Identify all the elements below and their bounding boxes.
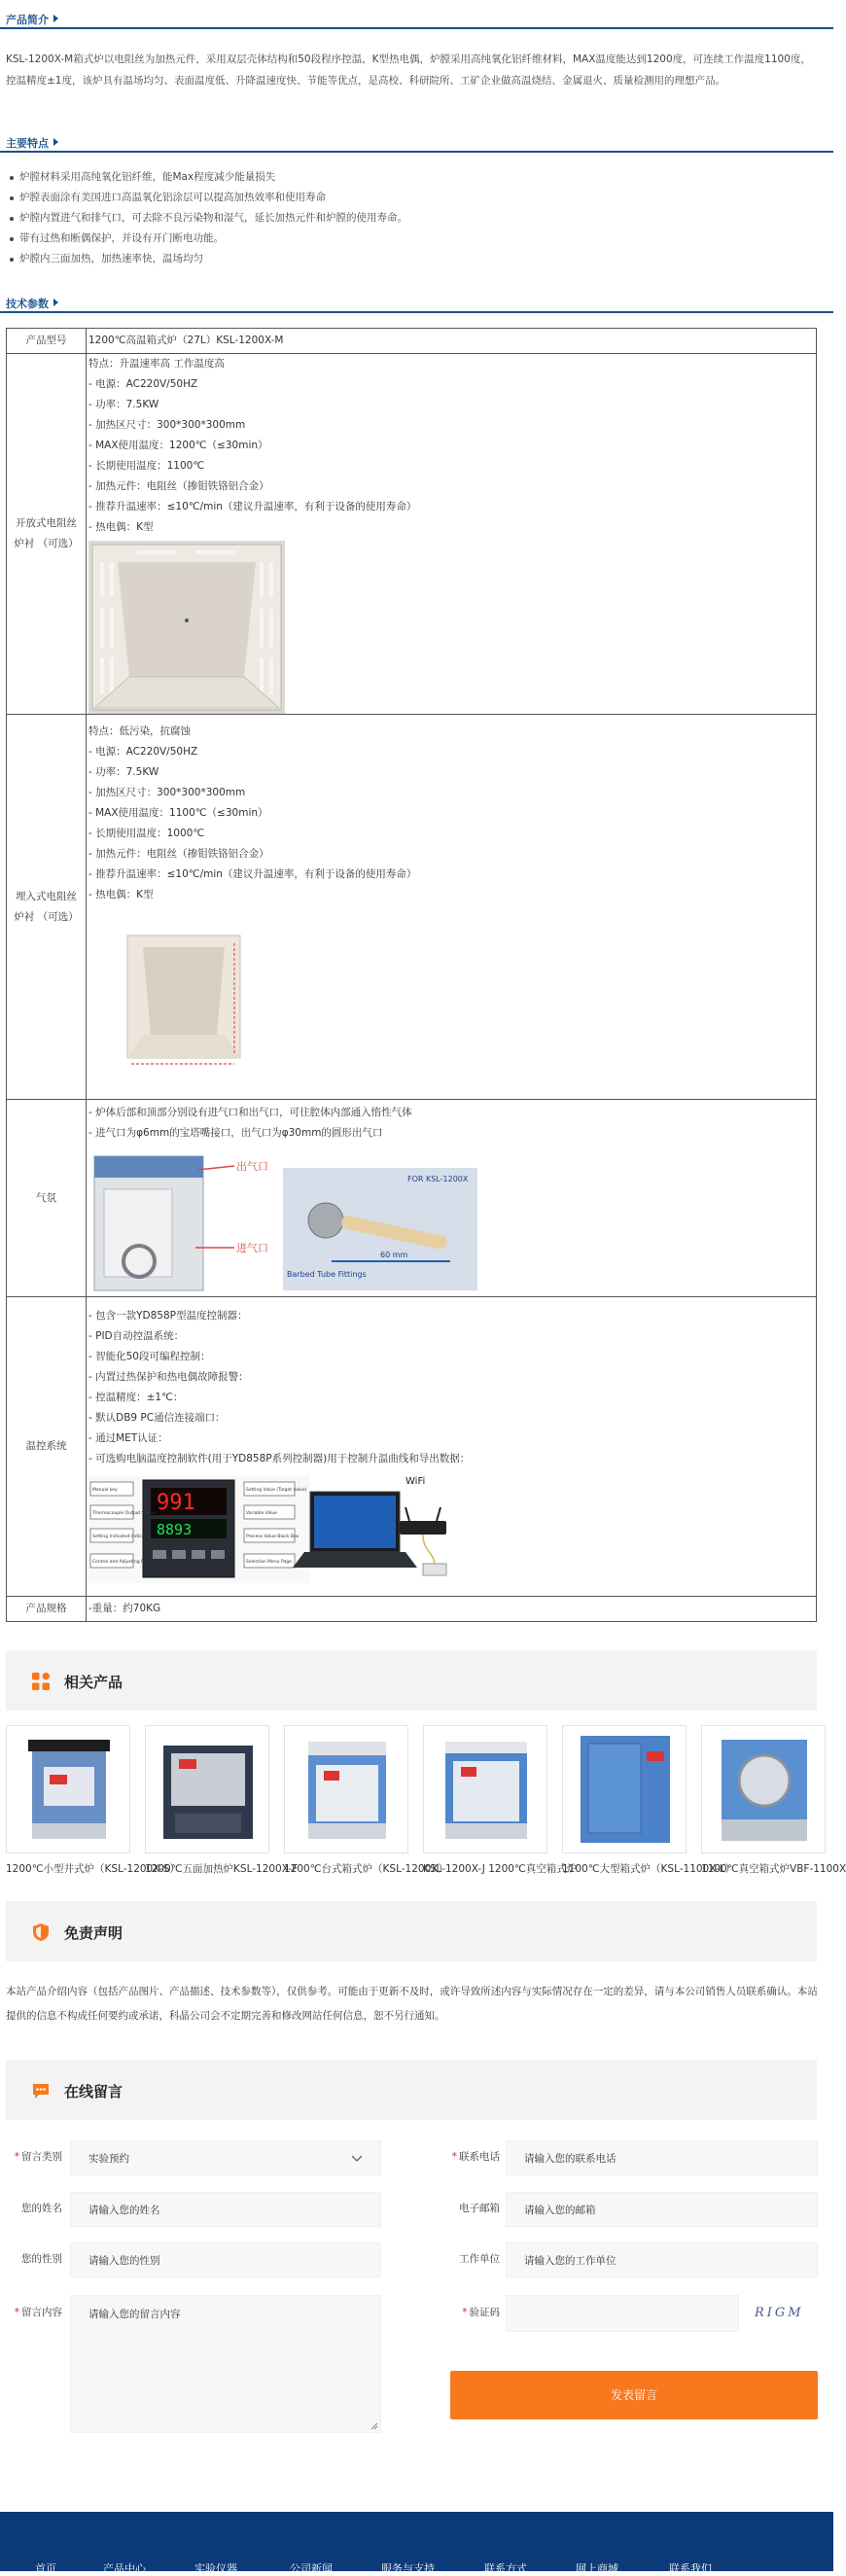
spec-line: - 加热元件：电阻丝（掺钼铁铬铝合金）	[88, 847, 269, 860]
spec-label-temperature-control: 温控系统	[7, 1297, 87, 1597]
spec-value-model: 1200℃高温箱式炉（27L）KSL-1200X-M	[87, 329, 817, 354]
embedded-lining-photo	[88, 908, 293, 1093]
section-header-features	[0, 124, 833, 153]
controller-callout: Control and Adjusting Recordables	[92, 1560, 168, 1565]
spec-row-embedded-lining	[7, 715, 817, 1100]
captcha-text: RIGM	[755, 2306, 804, 2320]
product-thumbnail[interactable]	[562, 1725, 687, 1853]
feature-item: 带有过热和断偶保护，并设有开门断电功能。	[8, 229, 815, 249]
controller-callout: Variable Value	[246, 1511, 278, 1516]
related-product-card[interactable]	[6, 1725, 180, 1881]
footer-nav-about[interactable]: 联系我们	[669, 2562, 712, 2575]
name-label: 您的姓名	[21, 2203, 62, 2214]
spec-line: - 长期使用温度：1100℃	[88, 460, 205, 472]
triangle-right-icon	[53, 138, 58, 146]
embedded-chamber-image	[88, 908, 293, 1093]
footer-nav-products[interactable]: 产品中心	[103, 2562, 146, 2575]
related-product-card[interactable]	[562, 1725, 736, 1881]
spec-row-size	[7, 1597, 817, 1622]
company-label: 工作单位	[459, 2253, 500, 2265]
spec-line: 特点：升温速率高 工作温度高	[88, 358, 225, 370]
controller-callout: Process Value Black Box	[246, 1535, 300, 1539]
display-bottom: 8893	[157, 1521, 193, 1538]
related-products-title: 相关产品	[64, 1674, 123, 1691]
product-thumbnail[interactable]	[423, 1725, 547, 1853]
product-title-link[interactable]: KSL-1200X-J 1200℃真空箱式炉	[423, 1863, 578, 1875]
section-title-features: 主要特点	[6, 135, 58, 151]
content-textarea[interactable]	[70, 2295, 381, 2433]
disclaimer-title: 免责声明	[64, 1924, 123, 1942]
spec-value-embedded-lining	[87, 715, 817, 1100]
message-header	[6, 2060, 817, 2120]
related-products-list	[6, 1725, 846, 1881]
spec-line: - 通过MET认证：	[88, 1432, 168, 1444]
spec-line: - 推荐升温速率：≤10℃/min（建议升温速率，有利于设备的使用寿命）	[88, 867, 417, 880]
related-product-card[interactable]	[284, 1725, 448, 1881]
gender-input[interactable]: 请输入您的性别	[70, 2242, 381, 2277]
spec-row-open-lining	[7, 354, 817, 715]
spec-line: - 功率：7.5KW	[88, 765, 159, 778]
name-input[interactable]: 请输入您的姓名	[70, 2192, 381, 2227]
triangle-right-icon	[53, 299, 58, 306]
message-title: 在线留言	[64, 2083, 123, 2100]
spec-line: - 炉体后部和顶部分别设有进气口和出气口，可往腔体内部通入惰性气体	[88, 1106, 412, 1118]
triangle-right-icon	[53, 15, 58, 22]
fitting-tag: FOR KSL-1200X	[407, 1174, 469, 1183]
spec-value-open-lining	[87, 354, 817, 715]
type-label: * 留言类别	[14, 2151, 62, 2163]
spec-label-embedded-lining: 埋入式电阻丝炉衬 （可选）	[7, 715, 87, 1100]
product-title-link[interactable]: 1100℃大型箱式炉（KSL-1100X-L）	[562, 1863, 736, 1875]
features-list	[8, 167, 815, 269]
spec-line: - 热电偶：K型	[88, 888, 154, 900]
gas-ports-photos	[88, 1147, 497, 1294]
product-thumbnail[interactable]	[6, 1725, 130, 1853]
spec-line: - PID自动控温系统：	[88, 1330, 185, 1342]
shield-icon	[31, 1923, 51, 1942]
spec-line: - 电源：AC220V/50HZ	[88, 745, 198, 758]
product-thumbnail[interactable]	[701, 1725, 826, 1853]
product-thumbnail[interactable]	[284, 1725, 408, 1853]
outlet-label: 出气口	[236, 1159, 268, 1173]
related-products-header	[6, 1650, 817, 1711]
footer	[0, 2512, 833, 2575]
email-input[interactable]: 请输入您的邮箱	[506, 2192, 818, 2227]
spec-line: - 推荐升温速率：≤10℃/min（建议升温速率，有利于设备的使用寿命）	[88, 501, 417, 512]
spec-line: - 加热元件：电阻丝（掺钼铁铬铝合金）	[88, 480, 269, 492]
spec-table	[6, 328, 817, 1622]
inlet-label: 进气口	[236, 1241, 268, 1254]
content-label: * 留言内容	[14, 2307, 62, 2318]
spec-line: - 内置过热保护和热电偶故障报警：	[88, 1371, 249, 1383]
type-selected-value: 实验预约	[88, 2153, 129, 2165]
company-input[interactable]: 请输入您的工作单位	[506, 2242, 818, 2277]
controller-callout: Manual key	[92, 1488, 118, 1493]
spec-line: - 功率：7.5KW	[88, 399, 159, 410]
spec-line: - 加热区尺寸：300*300*300mm	[88, 419, 246, 431]
footer-nav-home[interactable]: 首页	[35, 2562, 56, 2575]
gender-label: 您的性别	[21, 2253, 62, 2265]
related-product-card[interactable]	[145, 1725, 299, 1881]
controller-callout: Setting Value (Target value)	[246, 1488, 307, 1493]
footer-nav-instruments[interactable]: 实验仪器	[194, 2562, 237, 2575]
controller-callout: Setting Indicated Indicator	[92, 1535, 151, 1539]
footer-nav-store[interactable]: 网上商城	[576, 2562, 618, 2575]
spec-value-temperature-control	[87, 1297, 817, 1597]
spec-label-open-lining: 开放式电阻丝炉衬 （可选）	[7, 354, 87, 715]
product-title-link[interactable]: 1100℃真空箱式炉VBF-1100X	[701, 1863, 846, 1875]
disclaimer-text: 本站产品介绍内容（包括产品图片、产品描述、技术参数等），仅供参考。可能由于更新不及时，或许导致所述内容与实际情况存在一定的差异，请与本公司销售人员联系确认。本站提供的信息不构成任何要约或承诺，科晶公司会不定期完善和修改网站任何信息，恕不另行通知。	[6, 1986, 818, 2022]
spec-line: - 电源：AC220V/50HZ	[88, 378, 198, 390]
product-thumbnail[interactable]	[145, 1725, 269, 1853]
controller-image	[88, 1472, 477, 1587]
spec-line: - 热电偶：K型	[88, 521, 154, 533]
feature-item: 炉膛内置进气和排气口，可去除不良污染物和湿气，延长加热元件和炉膛的使用寿命。	[8, 208, 815, 229]
spec-line: - 智能化50段可编程控制：	[88, 1351, 211, 1362]
spec-line: - 可选购电脑温度控制软件(用于YD858P系列控制器)用于控制升温曲线和导出数据：	[88, 1453, 471, 1464]
feature-item: 炉膛内三面加热，加热速率快，温场均匀	[8, 249, 815, 269]
disclaimer-header	[6, 1901, 817, 1961]
spec-value-size: -重量：约70KG	[87, 1597, 817, 1622]
phone-input[interactable]: 请输入您的联系电话	[506, 2140, 818, 2175]
spec-label-model: 产品型号	[7, 329, 87, 354]
email-label: 电子邮箱	[459, 2203, 500, 2214]
section-header-spec	[0, 284, 833, 313]
spec-line: - 进气口为φ6mm的宝塔嘴接口，出气口为φ30mm的圆形出气口	[88, 1126, 383, 1139]
footer-nav-service[interactable]: 服务与支持	[381, 2562, 435, 2575]
footer-nav-news[interactable]: 公司新闻	[290, 2562, 333, 2575]
section-header-intro	[0, 0, 833, 29]
controller-photos	[88, 1472, 477, 1587]
chevron-down-icon	[351, 2155, 363, 2163]
captcha-input[interactable]	[506, 2295, 739, 2332]
type-select[interactable]	[70, 2140, 381, 2175]
footer-nav-contact[interactable]: 联系方式	[484, 2562, 527, 2575]
spec-row-temperature-control	[7, 1297, 817, 1597]
spec-line: - 包含一款YD858P型温度控制器：	[88, 1310, 248, 1322]
spec-line: 特点：低污染，抗腐蚀	[88, 724, 191, 737]
phone-label: * 联系电话	[451, 2151, 500, 2163]
product-title-link[interactable]: 1200℃小型井式炉（KSL-1200X-S）	[6, 1863, 180, 1875]
resize-handle-icon[interactable]	[370, 2422, 378, 2430]
display-top: 991	[157, 1491, 195, 1515]
chat-bubble-icon	[31, 2081, 51, 2100]
controller-callout: Selection Menu Page	[246, 1560, 292, 1565]
feature-item: 炉膛表面涂有美国进口高温氧化铝涂层可以提高加热效率和使用寿命	[8, 188, 815, 208]
section-title-intro: 产品简介	[6, 12, 58, 27]
wifi-label: WiFi	[405, 1476, 426, 1487]
product-title-link[interactable]: 1200℃五面加热炉KSL-1200X-F	[145, 1863, 299, 1875]
spec-line: - 加热区尺寸：300*300*300mm	[88, 786, 246, 798]
fitting-dimension: 60 mm	[380, 1250, 408, 1259]
submit-button[interactable]: 发表留言	[450, 2371, 818, 2419]
section-title-spec: 技术参数	[6, 296, 58, 311]
related-product-card[interactable]	[701, 1725, 846, 1881]
spec-label-atmosphere: 气氛	[7, 1100, 87, 1297]
open-lining-photo	[88, 541, 285, 714]
spec-row-model	[7, 329, 817, 354]
controller-callout: Thermocouple Output Status	[92, 1511, 157, 1516]
grid-icon	[31, 1672, 51, 1691]
spec-line: - 控温精度：±1℃：	[88, 1392, 184, 1403]
spec-line: - 默认DB9 PC通信连接端口：	[88, 1412, 226, 1424]
spec-line: - MAX使用温度：1100℃（≤30min）	[88, 806, 268, 819]
spec-value-atmosphere	[87, 1100, 817, 1297]
related-product-card[interactable]	[423, 1725, 578, 1881]
gas-ports-image	[88, 1147, 497, 1294]
product-title-link[interactable]: 1200℃台式箱式炉（KSL-1200X）	[284, 1863, 448, 1875]
content-placeholder: 请输入您的留言内容	[88, 2309, 181, 2320]
feature-item: 炉膛材料采用高纯氧化铝纤维，能Max程度减少能量损失	[8, 167, 815, 188]
fitting-caption: Barbed Tube Fittings	[287, 1269, 367, 1279]
spec-row-atmosphere	[7, 1100, 817, 1297]
intro-text: KSL-1200X-M箱式炉以电阻丝为加热元件，采用双层壳体结构和50段程序控温，K型热电偶，炉膛采用高纯氧化铝纤维材料，MAX温度能达到1200度，可连续工作温度1100度，控温精度±1度，该炉具有温场均匀、表面温度低、升降温速度快、节能等优点，是高校、科研院所、工矿企业做高温烧结、金属退火、质量检测用的理想产品。	[6, 53, 811, 87]
spec-label-size: 产品规格	[7, 1597, 87, 1622]
open-chamber-image	[88, 541, 285, 714]
spec-line: - MAX使用温度：1200℃（≤30min）	[88, 440, 268, 451]
spec-line: - 长期使用温度：1000℃	[88, 827, 205, 839]
captcha-label: * 验证码	[462, 2307, 500, 2318]
captcha-image[interactable]	[747, 2297, 815, 2328]
footer-nav	[0, 2560, 833, 2575]
